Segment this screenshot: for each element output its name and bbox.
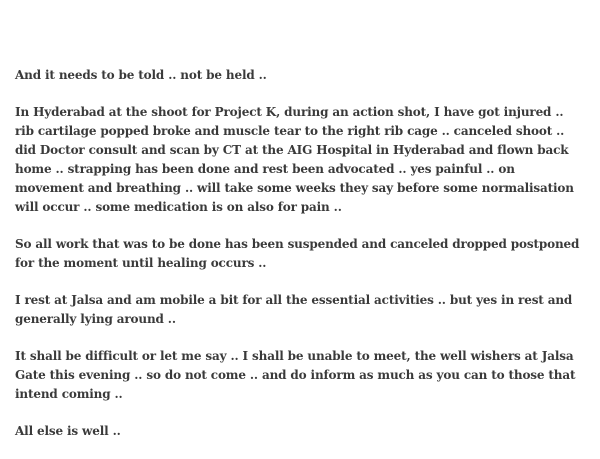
paragraph-intro: And it needs to be told .. not be held .. — [15, 68, 267, 82]
paragraph-work-suspended: So all work that was to be done has been suspended and canceled dropped postponed for the moment until healing occurs .. — [15, 237, 580, 270]
paragraph-injury: In Hyderabad at the shoot for Project K, during an action shot, I have got injured .. rib cartilage popped broke and muscle tear to the right rib cage .. canceled shoot .. did Doctor consult and scan by CT at the AIG Hospital in Hyderabad and flown back home .. strapping has been done and rest been advocated .. yes painful .. on movement and breathing .. will take some weeks they say before some normalisation will occur .. some medication is on also for pain .. — [15, 105, 574, 214]
blog-post-body — [15, 66, 585, 459]
paragraph-rest: I rest at Jalsa and am mobile a bit for all the essential activities .. but yes in rest and generally lying around .. — [15, 293, 573, 326]
paragraph-closing: All else is well .. — [15, 424, 121, 438]
paragraph-jalsa-gate: It shall be difficult or let me say .. I shall be unable to meet, the well wishers at Jalsa Gate this evening .. so do not come .. and do inform as much as you can to those that intend coming .. — [15, 349, 576, 401]
